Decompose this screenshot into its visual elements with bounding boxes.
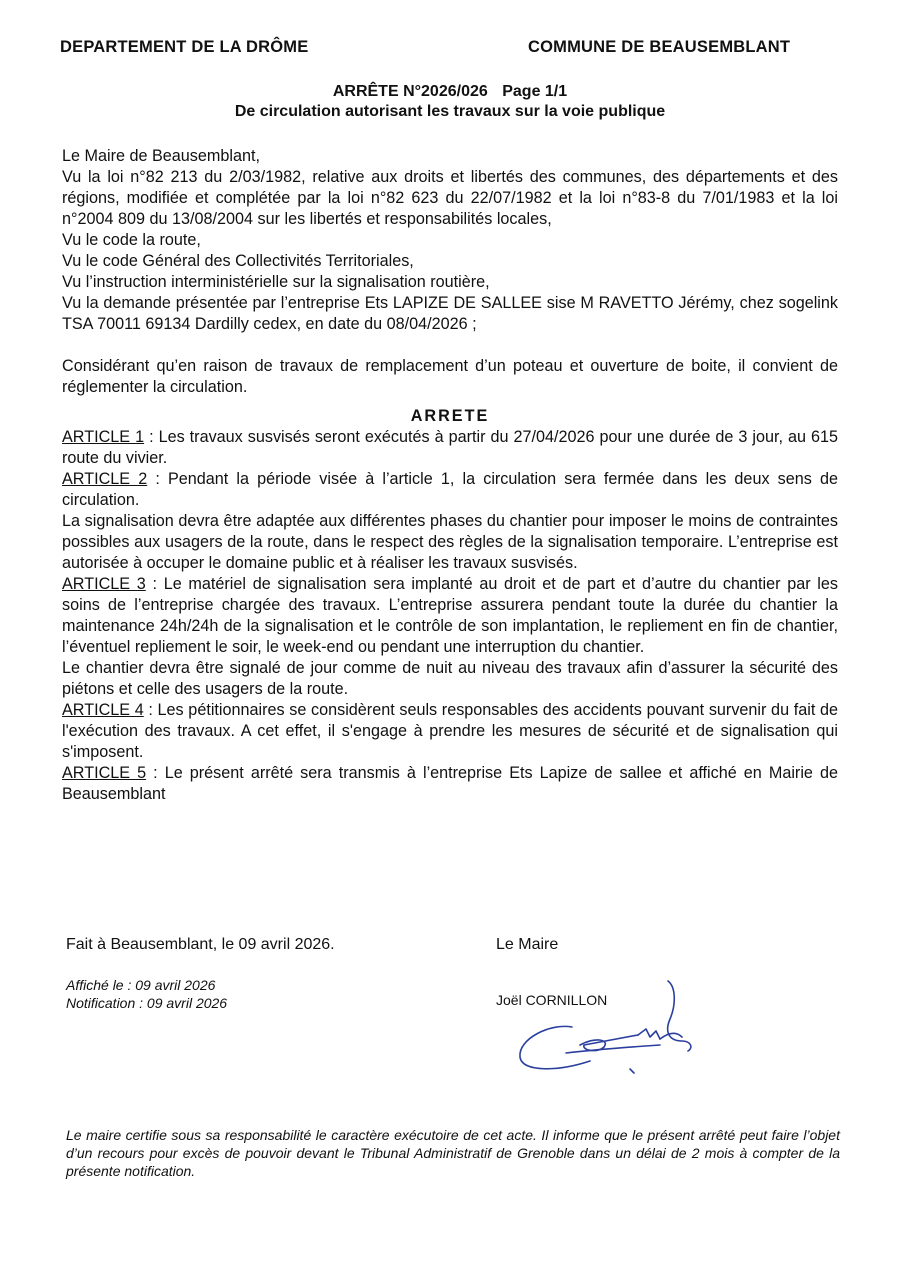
article-text: : Les travaux susvisés seront exécutés à partir du 27/04/2026 pour une durée de 3 jour, au 615 route du vivier. bbox=[62, 428, 838, 467]
article-label: ARTICLE 3 bbox=[62, 575, 146, 593]
article-text: : Le matériel de signalisation sera implanté au droit et de part et d’autre du chantier par les soins de l’entreprise chargée des travaux. L’entreprise assurera pendant toute la durée du chantier la maintenance 24h/24h de la signalisation et le contrôle de son implantation, le repliement en fin de chantier, l’éventuel repliement le soir, le week-end ou pendant une interruption du chantier. bbox=[62, 575, 838, 656]
commune-header: COMMUNE DE BEAUSEMBLANT bbox=[528, 38, 791, 56]
preamble-line: Vu la loi n°82 213 du 2/03/1982, relative aux droits et libertés des communes, des départements et des régions, modifiée et complétée par la loi n°82 623 du 22/07/1982 et la loi n°83-8 du 7/01/1983 et la loi n°2004 809 du 13/08/2004 sur les libertés et responsabilités locales, bbox=[62, 168, 838, 228]
article-3-continued: Le chantier devra être signalé de jour comme de nuit au niveau des travaux afin d’assurer la sécurité des piétons et celle des usagers de la route. bbox=[62, 659, 838, 698]
article-5 bbox=[62, 763, 838, 805]
preamble-line: Vu le code la route, bbox=[62, 231, 201, 249]
article-4 bbox=[62, 700, 838, 763]
document-subtitle: De circulation autorisant les travaux sur la voie publique bbox=[234, 103, 666, 120]
arrete-number: ARRÊTE N°2026/026 bbox=[332, 83, 488, 100]
handwritten-signature bbox=[510, 975, 710, 1085]
article-label: ARTICLE 5 bbox=[62, 764, 147, 782]
posting-info bbox=[66, 976, 227, 1012]
arrete-heading: ARRETE bbox=[410, 407, 490, 425]
department-header: DEPARTEMENT DE LA DRÔME bbox=[60, 38, 309, 56]
preamble-line: Vu la demande présentée par l’entreprise Ets LAPIZE DE SALLEE sise M RAVETTO Jérémy, chez sogelink TSA 70011 69134 Dardilly cedex, en date du 08/04/2026 ; bbox=[62, 294, 838, 333]
signer-name: Joël CORNILLON bbox=[496, 992, 608, 1008]
page-indicator: Page 1/1 bbox=[502, 83, 568, 100]
document-title bbox=[0, 82, 900, 122]
article-2-continued: La signalisation devra être adaptée aux différentes phases du chantier pour imposer le moins de contraintes possibles aux usagers de la route, dans le respect des règles de la signalisation temporaire. L’entreprise est autorisée à occuper le domaine public et à réaliser les travaux susvisés. bbox=[62, 512, 838, 572]
preamble-line: Vu l’instruction interministérielle sur la signalisation routière, bbox=[62, 273, 490, 291]
legal-notice: Le maire certifie sous sa responsabilité le caractère exécutoire de cet acte. Il informe que le présent arrêté peut faire l’objet d’un recours pour excès de pouvoir devant le Tribunal Administratif de Grenoble dans un délai de 2 mois à compter de la présente notification. bbox=[66, 1127, 840, 1179]
article-text: : Les pétitionnaires se considèrent seuls responsables des accidents pouvant survenir du fait de l'exécution des travaux. A cet effet, il s'engage à prendre les mesures de sécurité et de signalisation qui s'imposent. bbox=[62, 701, 838, 761]
considerant-paragraph: Considérant qu’en raison de travaux de remplacement d’un poteau et ouverture de boite, il convient de réglementer la circulation. bbox=[62, 357, 838, 396]
article-3 bbox=[62, 574, 838, 658]
article-text: : Pendant la période visée à l’article 1, la circulation sera fermée dans les deux sens de circulation. bbox=[62, 470, 839, 509]
signature-place-date: Fait à Beausemblant, le 09 avril 2026. bbox=[66, 936, 335, 953]
affiche-date: Affiché le : 09 avril 2026 bbox=[66, 977, 216, 993]
article-label: ARTICLE 1 bbox=[62, 428, 145, 446]
article-text: : Le présent arrêté sera transmis à l’entreprise Ets Lapize de sallee et affiché en Mairie de Beausemblant bbox=[62, 764, 838, 803]
notification-date: Notification : 09 avril 2026 bbox=[66, 995, 228, 1011]
preamble-line: Le Maire de Beausemblant, bbox=[62, 147, 260, 165]
document-body bbox=[62, 146, 838, 805]
mayor-title: Le Maire bbox=[496, 936, 559, 953]
article-1 bbox=[62, 427, 838, 469]
preamble-line: Vu le code Général des Collectivités Territoriales, bbox=[62, 252, 414, 270]
article-label: ARTICLE 4 bbox=[62, 701, 144, 719]
article-label: ARTICLE 2 bbox=[62, 470, 148, 488]
article-2 bbox=[62, 469, 838, 511]
